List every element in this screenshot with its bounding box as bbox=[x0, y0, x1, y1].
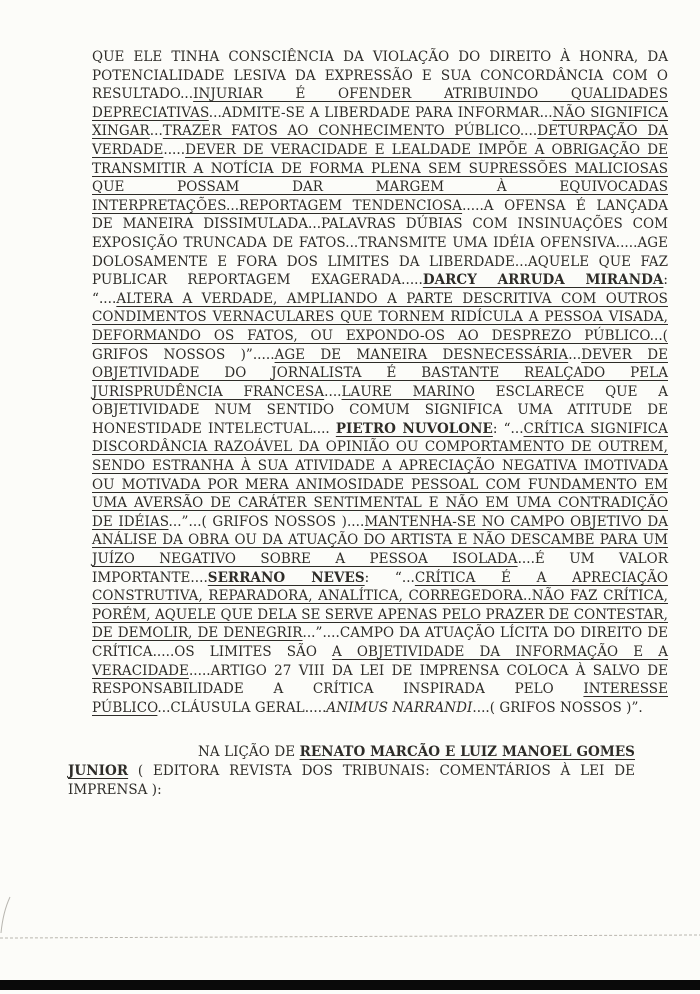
underlined-passage: CRÍTICA É A APRECIAÇÃO CONSTRUTIVA, REPARADORA, ANALÍTICA, CORREGEDORA..NÃO FAZ CRÍTICA, PORÉM, AQUELE QUE DELA SE SERVE APENAS PELO PRAZER DE CONTESTAR, DE DEMOLIR, DE DENEGRIR bbox=[92, 569, 669, 642]
author-name: SERRANO NEVES bbox=[207, 569, 365, 586]
scan-edge-bar bbox=[0, 980, 700, 990]
plain-text: ...ADMITE-SE A LIBERDADE PARA INFORMAR... bbox=[208, 104, 553, 121]
plain-text: ...”....CAMPO DA ATUAÇÃO LÍCITA DO DIREITO DE CRÍTICA.....OS LIMITES SÃO bbox=[92, 625, 669, 660]
document-body bbox=[68, 48, 669, 799]
plain-text: NA LIÇÃO DE bbox=[198, 744, 300, 761]
author-name: PIETRO NUVOLONE bbox=[335, 420, 493, 437]
plain-text: ....É UM VALOR IMPORTANTE.... bbox=[92, 551, 668, 586]
plain-text: ..... bbox=[163, 141, 186, 158]
plain-text: ... bbox=[568, 346, 582, 363]
citation-paragraph bbox=[68, 743, 635, 799]
scan-artifact-curve bbox=[0, 896, 12, 934]
underlined-passage: NÃO SIGNIFICA XINGAR bbox=[92, 104, 668, 140]
underlined-passage: DETURPAÇÃO DA VERDADE bbox=[92, 123, 669, 158]
plain-text: ....( GRIFOS NOSSOS )”. bbox=[472, 699, 643, 716]
plain-text: GRIFOS NOSSOS )”..... bbox=[92, 346, 275, 363]
underlined-passage: DEVER DE VERACIDADE E LEALDADE IMPÕE A OBRIGAÇÃO DE TRANSMITIR A NOTÍCIA DE FORMA PLENA SEM SUPRESSÕES MALICIOSAS QUE POSSAM DAR MARGEM À EQUIVOCADAS INTERPRETAÇÕES...REPORTAGEM TENDENCIOSA bbox=[92, 141, 668, 214]
plain-text: .... bbox=[519, 123, 538, 140]
plain-text: ( EDITORA REVISTA DOS TRIBUNAIS: COMENTÁRIOS À LEI DE IMPRENSA ): bbox=[68, 762, 635, 798]
plain-text: : “.... bbox=[92, 272, 668, 307]
main-legal-text bbox=[92, 48, 668, 717]
underlined-passage: DEVER DE OBJETIVIDADE DO JORNALISTA É BASTANTE REALÇADO PELA JURISPRUDÊNCIA FRANCESA bbox=[92, 346, 668, 400]
plain-text: .... bbox=[324, 383, 342, 400]
page-separator-line bbox=[0, 934, 700, 938]
underlined-passage: INTERESSE PÚBLICO bbox=[92, 681, 668, 716]
underlined-passage: MANTENHA-SE NO CAMPO OBJETIVO DA ANÁLISE DA OBRA OU DA ATUAÇÃO DO ARTISTA E NÃO DESCAMBE PARA UM JUÍZO NEGATIVO SOBRE A PESSOA ISOLADA bbox=[92, 513, 669, 568]
plain-text: : “... bbox=[364, 569, 415, 586]
underlined-passage: A OBJETIVIDADE DA INFORMAÇÃO E A VERACIDADE bbox=[92, 644, 668, 679]
plain-text: ...CLÁUSULA GERAL..... bbox=[157, 699, 327, 716]
plain-text: ESCLARECE QUE A OBJETIVIDADE NUM SENTIDO COMUM SIGNIFICA UMA ATITUDE DE HONESTIDADE INTELECTUAL.... bbox=[92, 383, 669, 437]
plain-text: : “... bbox=[492, 420, 524, 437]
plain-text: QUE ELE TINHA CONSCIÊNCIA DA VIOLAÇÃO DO DIREITO À HONRA, DA POTENCIALIDADE LESIVA DA EXPRESSÃO E SUA CONCORDÂNCIA COM O RESULTADO... bbox=[92, 49, 668, 103]
latin-term: ANIMUS NARRANDI bbox=[326, 699, 473, 716]
plain-text: ... bbox=[149, 123, 163, 140]
underlined-passage: ALTERA A VERDADE, AMPLIANDO A PARTE DESCRITIVA COM OUTROS CONDIMENTOS VERNACULARES QUE TORNEM RIDÍCULA A PESSOA VISADA, DEFORMANDO OS FATOS, OU EXPONDO-OS AO DESPREZO PÚBLICO...( bbox=[92, 290, 668, 344]
underlined-passage: INJURIAR É OFENDER ATRIBUINDO QUALIDADES DEPRECIATIVAS bbox=[92, 86, 668, 121]
plain-text: .....A OFENSA É LANÇADA DE MANEIRA DISSIMULADA...PALAVRAS DÚBIAS COM INSINUAÇÕES COM EXPOSIÇÃO TRUNCADA DE FATOS...TRANSMITE UMA IDÉIA OFENSIVA.....AGE DOLOSAMENTE E FORA DOS LIMITES DA LIBERDADE...AQUELE QUE FAZ PUBLICAR REPORTAGEM EXAGERADA..... bbox=[92, 197, 668, 289]
author-name: RENATO MARCÃO E LUIZ MANOEL GOMES JUNIOR bbox=[68, 744, 635, 779]
plain-text: ...”...( GRIFOS NOSSOS ).... bbox=[168, 513, 365, 530]
underlined-passage: AGE DE MANEIRA DESNECESSÁRIA bbox=[274, 346, 569, 363]
author-name: DARCY ARRUDA MIRANDA bbox=[422, 272, 664, 289]
underlined-passage: CRÍTICA SIGNIFICA DISCORDÂNCIA RAZOÁVEL DA OPINIÃO OU COMPORTAMENTO DE OUTREM, SENDO ESTRANHA À SUA ATIVIDADE A APRECIAÇÃO NEGATIVA IMOTIVADA OU MOTIVADA POR MERA ANIMOSIDADE PESSOAL COM FUNDAMENTO EM UMA AVERSÃO DE CARÁTER SENTIMENTAL E NÃO EM UMA CONTRADIÇÃO DE IDÉIAS bbox=[92, 420, 668, 530]
underlined-passage: TRAZER FATOS AO CONHECIMENTO PÚBLICO bbox=[162, 123, 520, 140]
plain-text: .....ARTIGO 27 VIII DA LEI DE IMPRENSA COLOCA À SALVO DE RESPONSABILIDADE A CRÍTICA INSPIRADA PELO bbox=[92, 662, 668, 698]
underlined-passage: LAURE MARINO bbox=[341, 383, 475, 400]
